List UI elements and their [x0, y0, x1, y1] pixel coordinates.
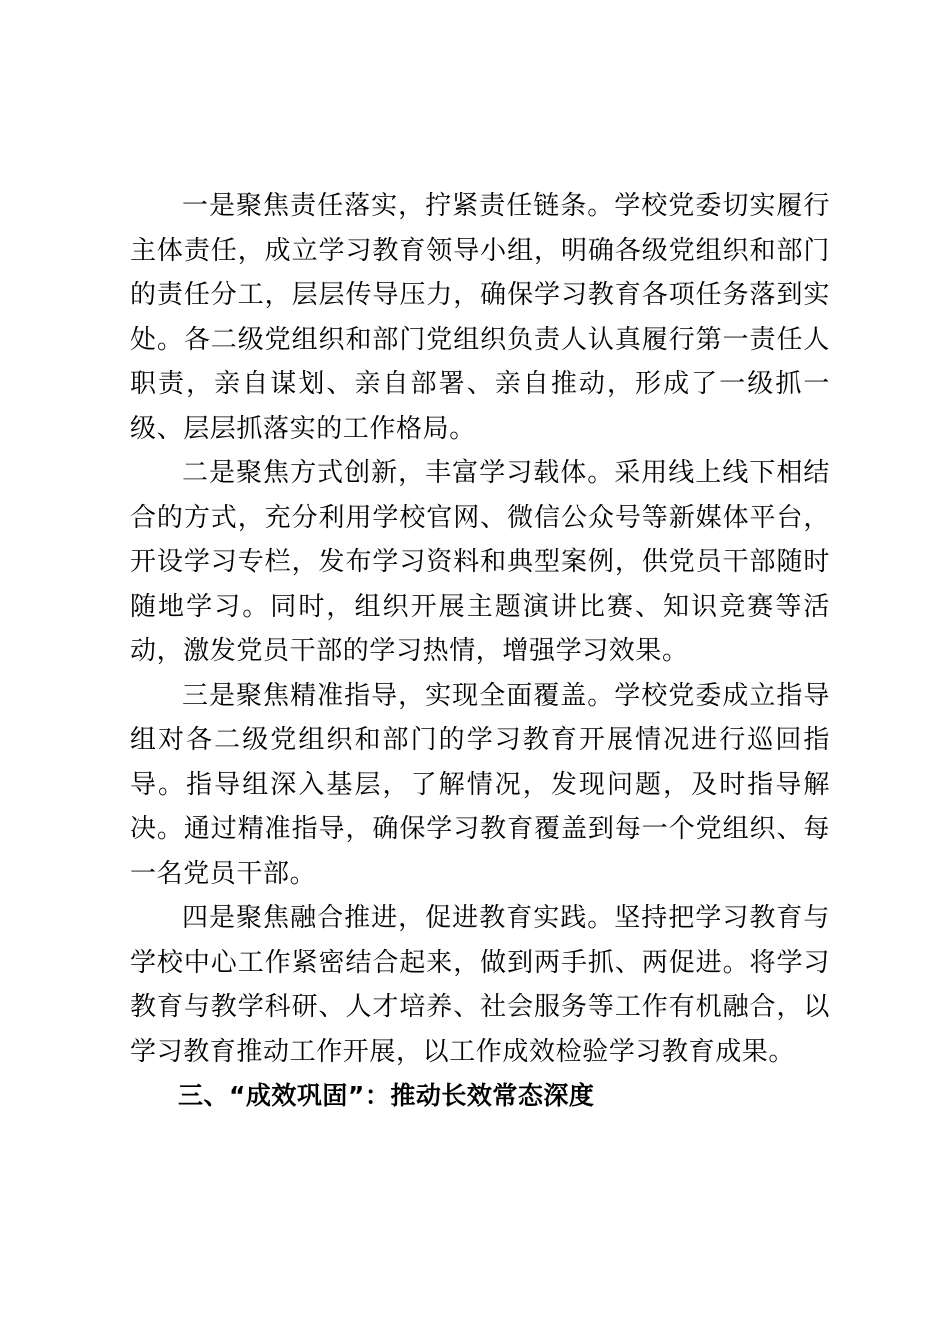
paragraph-innovation: 二是聚焦方式创新，丰富学习载体。采用线上线下相结合的方式，充分利用学校官网、微信公众号等新媒体平台，开设学习专栏，发布学习资料和典型案例，供党员干部随时随地学习。同时，组织开展主题演讲比赛、知识竞赛等活动，激发党员干部的学习热情，增强学习效果。 [130, 458, 830, 666]
section-heading: 三、“成效巩固”：推动长效常态深度 [178, 1081, 595, 1110]
paragraph-guidance: 三是聚焦精准指导，实现全面覆盖。学校党委成立指导组对各二级党组织和部门的学习教育开展情况进行巡回指导。指导组深入基层，了解情况，发现问题，及时指导解决。通过精准指导，确保学习教育覆盖到每一个党组织、每一名党员干部。 [130, 680, 830, 889]
document-body [130, 184, 830, 1119]
paragraph-responsibility: 一是聚焦责任落实，拧紧责任链条。学校党委切实履行主体责任，成立学习教育领导小组，明确各级党组织和部门的责任分工，层层传导压力，确保学习教育各项任务落到实处。各二级党组织和部门党组织负责人认真履行第一责任人职责，亲自谋划、亲自部署、亲自推动，形成了一级抓一级、层层抓落实的工作格局。 [130, 191, 830, 444]
paragraph-integration: 四是聚焦融合推进，促进教育实践。坚持把学习教育与学校中心工作紧密结合起来，做到两手抓、两促进。将学习教育与教学科研、人才培养、社会服务等工作有机融合，以学习教育推动工作开展，以工作成效检验学习教育成果。 [130, 903, 830, 1067]
